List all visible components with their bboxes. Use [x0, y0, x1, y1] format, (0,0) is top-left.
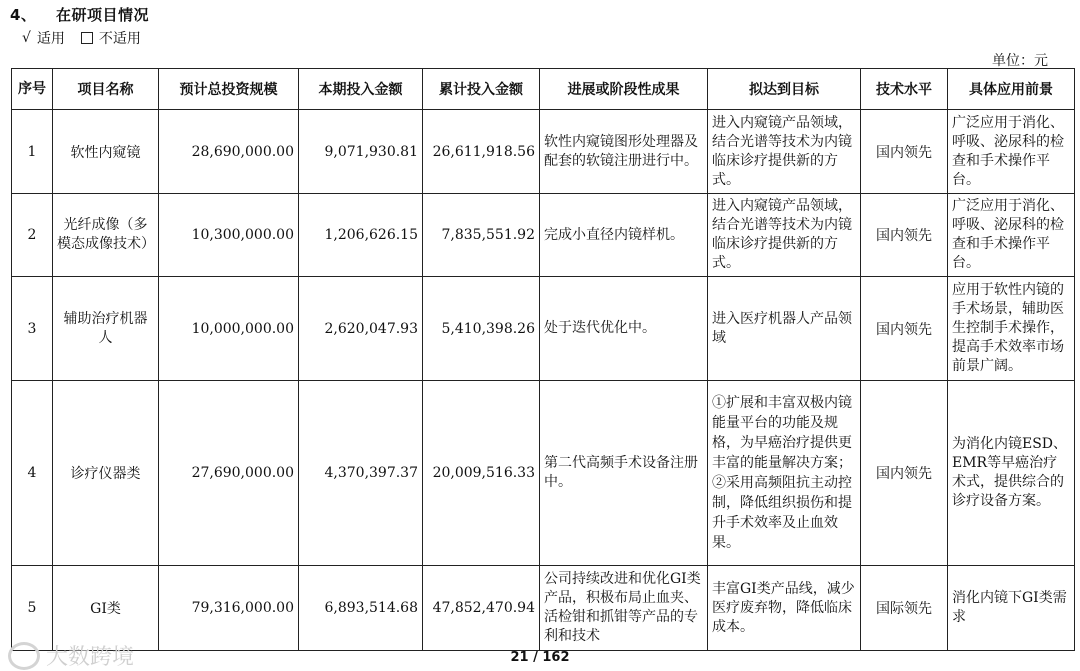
cell-no: 1 — [12, 110, 53, 194]
cell-total: 10,300,000.00 — [159, 194, 299, 277]
cell-progress: 公司持续改进和优化GI类产品，积极布局止血夹、活检钳和抓钳等产品的专利和技术 — [540, 566, 708, 651]
table-row — [12, 381, 1075, 566]
watermark-text: 大数跨境 — [46, 645, 135, 670]
header-goal: 拟达到目标 — [708, 69, 861, 110]
cell-current: 9,071,930.81 — [299, 110, 423, 194]
cell-current: 4,370,397.37 — [299, 381, 423, 566]
cell-total: 28,690,000.00 — [159, 110, 299, 194]
cell-progress: 软性内窥镜图形处理器及配套的软镜注册进行中。 — [540, 110, 708, 194]
cell-total: 79,316,000.00 — [159, 566, 299, 651]
cell-total: 27,690,000.00 — [159, 381, 299, 566]
header-current: 本期投入金额 — [299, 69, 423, 110]
cell-cumulative: 20,009,516.33 — [423, 381, 540, 566]
header-progress: 进展或阶段性成果 — [540, 69, 708, 110]
cell-name: 光纤成像（多模态成像技术） — [53, 194, 159, 277]
cell-level: 国内领先 — [861, 381, 948, 566]
cell-cumulative: 26,611,918.56 — [423, 110, 540, 194]
cell-goal: 丰富GI类产品线，减少医疗废弃物，降低临床成本。 — [708, 566, 861, 651]
empty-checkbox-icon — [81, 32, 93, 44]
header-prospect: 具体应用前景 — [948, 69, 1075, 110]
cell-cumulative: 7,835,551.92 — [423, 194, 540, 277]
not-applicable-label: 不适用 — [98, 31, 141, 47]
applicable-label: 适用 — [36, 31, 65, 47]
table-row — [12, 194, 1075, 277]
cell-name: GI类 — [53, 566, 159, 651]
header-total: 预计总投资规模 — [159, 69, 299, 110]
applicability-row — [22, 28, 141, 48]
page-number: 21 / 162 — [510, 650, 570, 665]
cell-prospect: 消化内镜下GI类需求 — [948, 566, 1075, 651]
cell-progress: 处于迭代优化中。 — [540, 277, 708, 381]
cell-no: 5 — [12, 566, 53, 651]
section-title: 在研项目情况 — [56, 6, 150, 24]
cell-total: 10,000,000.00 — [159, 277, 299, 381]
cell-cumulative: 5,410,398.26 — [423, 277, 540, 381]
table-row — [12, 277, 1075, 381]
table-row — [12, 566, 1075, 651]
header-no: 序号 — [12, 69, 53, 110]
section-heading — [10, 4, 149, 25]
cell-goal: ①扩展和丰富双极内镜能量平台的功能及规格，为早癌治疗提供更丰富的能量解决方案；②采用高频阻抗主动控制，降低组织损伤和提升手术效率及止血效果。 — [708, 381, 861, 566]
cell-prospect: 广泛应用于消化、呼吸、泌尿科的检查和手术操作平台。 — [948, 110, 1075, 194]
header-cumulative: 累计投入金额 — [423, 69, 540, 110]
section-number: 4、 — [10, 6, 37, 24]
table-header-row — [12, 69, 1075, 110]
header-level: 技术水平 — [861, 69, 948, 110]
check-mark-icon: √ — [22, 30, 31, 46]
cell-progress: 完成小直径内镜样机。 — [540, 194, 708, 277]
table-row — [12, 110, 1075, 194]
cell-name: 诊疗仪器类 — [53, 381, 159, 566]
cell-level: 国内领先 — [861, 194, 948, 277]
cell-no: 2 — [12, 194, 53, 277]
cell-prospect: 应用于软性内镜的手术场景，辅助医生控制手术操作，提高手术效率市场前景广阔。 — [948, 277, 1075, 381]
cell-current: 1,206,626.15 — [299, 194, 423, 277]
cell-goal: 进入医疗机器人产品领域 — [708, 277, 861, 381]
cell-prospect: 广泛应用于消化、呼吸、泌尿科的检查和手术操作平台。 — [948, 194, 1075, 277]
cell-level: 国内领先 — [861, 110, 948, 194]
cell-current: 2,620,047.93 — [299, 277, 423, 381]
cell-prospect: 为消化内镜ESD、EMR等早癌治疗术式，提供综合的诊疗设备方案。 — [948, 381, 1075, 566]
cell-current: 6,893,514.68 — [299, 566, 423, 651]
header-name: 项目名称 — [53, 69, 159, 110]
cell-no: 4 — [12, 381, 53, 566]
cell-name: 辅助治疗机器人 — [53, 277, 159, 381]
cell-cumulative: 47,852,470.94 — [423, 566, 540, 651]
cell-progress: 第二代高频手术设备注册中。 — [540, 381, 708, 566]
rd-projects-table — [11, 68, 1075, 651]
cell-no: 3 — [12, 277, 53, 381]
cell-level: 国内领先 — [861, 277, 948, 381]
unit-label: 单位：元 — [992, 53, 1048, 69]
cell-goal: 进入内窥镜产品领域，结合光谱等技术为内镜临床诊疗提供新的方式。 — [708, 110, 861, 194]
cell-goal: 进入内窥镜产品领域，结合光谱等技术为内镜临床诊疗提供新的方式。 — [708, 194, 861, 277]
cell-level: 国际领先 — [861, 566, 948, 651]
cell-name: 软性内窥镜 — [53, 110, 159, 194]
